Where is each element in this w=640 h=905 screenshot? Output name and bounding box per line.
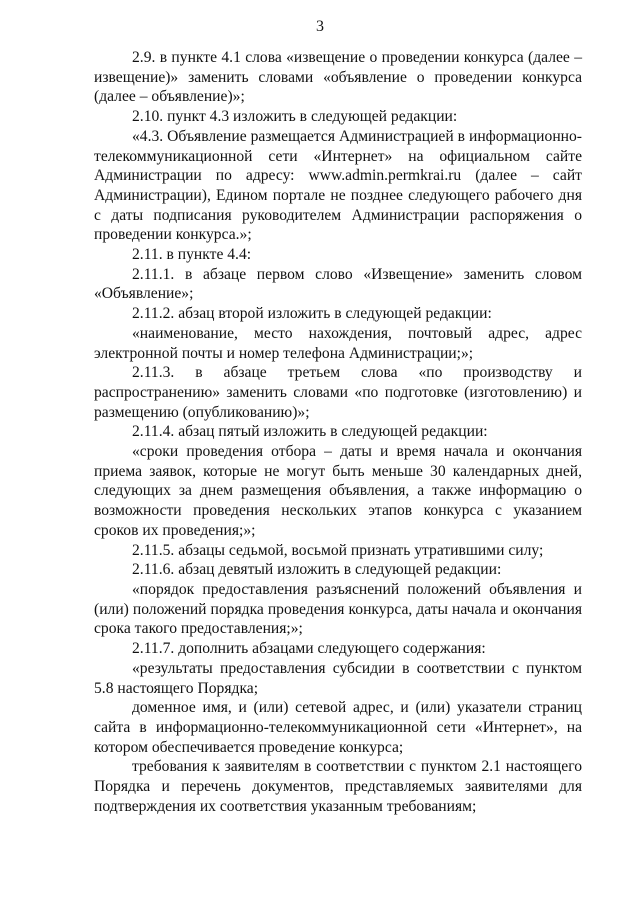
paragraph: 2.11.5. абзацы седьмой, восьмой признать утратившими силу; bbox=[132, 541, 544, 559]
paragraph: 2.10. пункт 4.3 изложить в следующей редакции: bbox=[132, 108, 458, 126]
paragraph: 2.11.4. абзац пятый изложить в следующей редакции: bbox=[132, 423, 488, 441]
paragraph: 2.11. в пункте 4.4: bbox=[132, 246, 252, 264]
paragraph: «результаты предоставления субсидии в соответствии с пунктом 5.8 настоящего Порядка; bbox=[94, 659, 582, 697]
paragraph: 2.11.6. абзац девятый изложить в следующей редакции: bbox=[132, 561, 502, 579]
paragraph: требования к заявителям в соответствии с пунктом 2.1 настоящего Порядка и перечень документов, представляемых заявителями для подтверждения их соответствия указанным требованиям; bbox=[94, 758, 582, 815]
paragraph: 2.11.7. дополнить абзацами следующего содержания: bbox=[132, 640, 486, 658]
paragraph: 2.11.1. в абзаце первом слово «Извещение» заменить словом «Объявление»; bbox=[94, 265, 582, 303]
paragraph: «сроки проведения отбора – даты и время начала и окончания приема заявок, которые не могут быть меньше 30 календарных дней, следующих за днем размещения объявления, а также информацию о возможности проведения нескольких этапов конкурса с указанием сроков их проведения;»; bbox=[94, 443, 582, 539]
paragraph: доменное имя, и (или) сетевой адрес, и (или) указатели страниц сайта в информационно-телекоммуникационной сети «Интернет», на котором обеспечивается проведение конкурса; bbox=[94, 699, 582, 756]
page-number: 3 bbox=[316, 18, 324, 35]
paragraph: 2.11.2. абзац второй изложить в следующей редакции: bbox=[132, 305, 492, 323]
paragraph: 2.9. в пункте 4.1 слова «извещение о проведении конкурса (далее – извещение)» заменить словами «объявление о проведении конкурса (далее – объявление)»; bbox=[94, 49, 582, 106]
paragraph: 2.11.3. в абзаце третьем слова «по производству и распространению» заменить словами «по подготовке (изготовлению) и размещению (опубликованию)»; bbox=[94, 364, 582, 421]
paragraph: «4.3. Объявление размещается Администрацией в информационно-телекоммуникационной сети «Интернет» на официальном сайте Администрации по адресу: www.admin.permkrai.ru (далее – сайт Администрации), Едином портале не позднее следующего рабочего дня с даты подписания руководителем Администрации распоряжения о проведении конкурса.»; bbox=[94, 127, 582, 244]
paragraph: «порядок предоставления разъяснений положений объявления и (или) положений порядка проведения конкурса, даты начала и окончания срока такого предоставления;»; bbox=[94, 580, 582, 638]
paragraph: «наименование, место нахождения, почтовый адрес, адрес электронной почты и номер телефона Администрации;»; bbox=[94, 324, 582, 362]
document-body bbox=[94, 48, 582, 816]
